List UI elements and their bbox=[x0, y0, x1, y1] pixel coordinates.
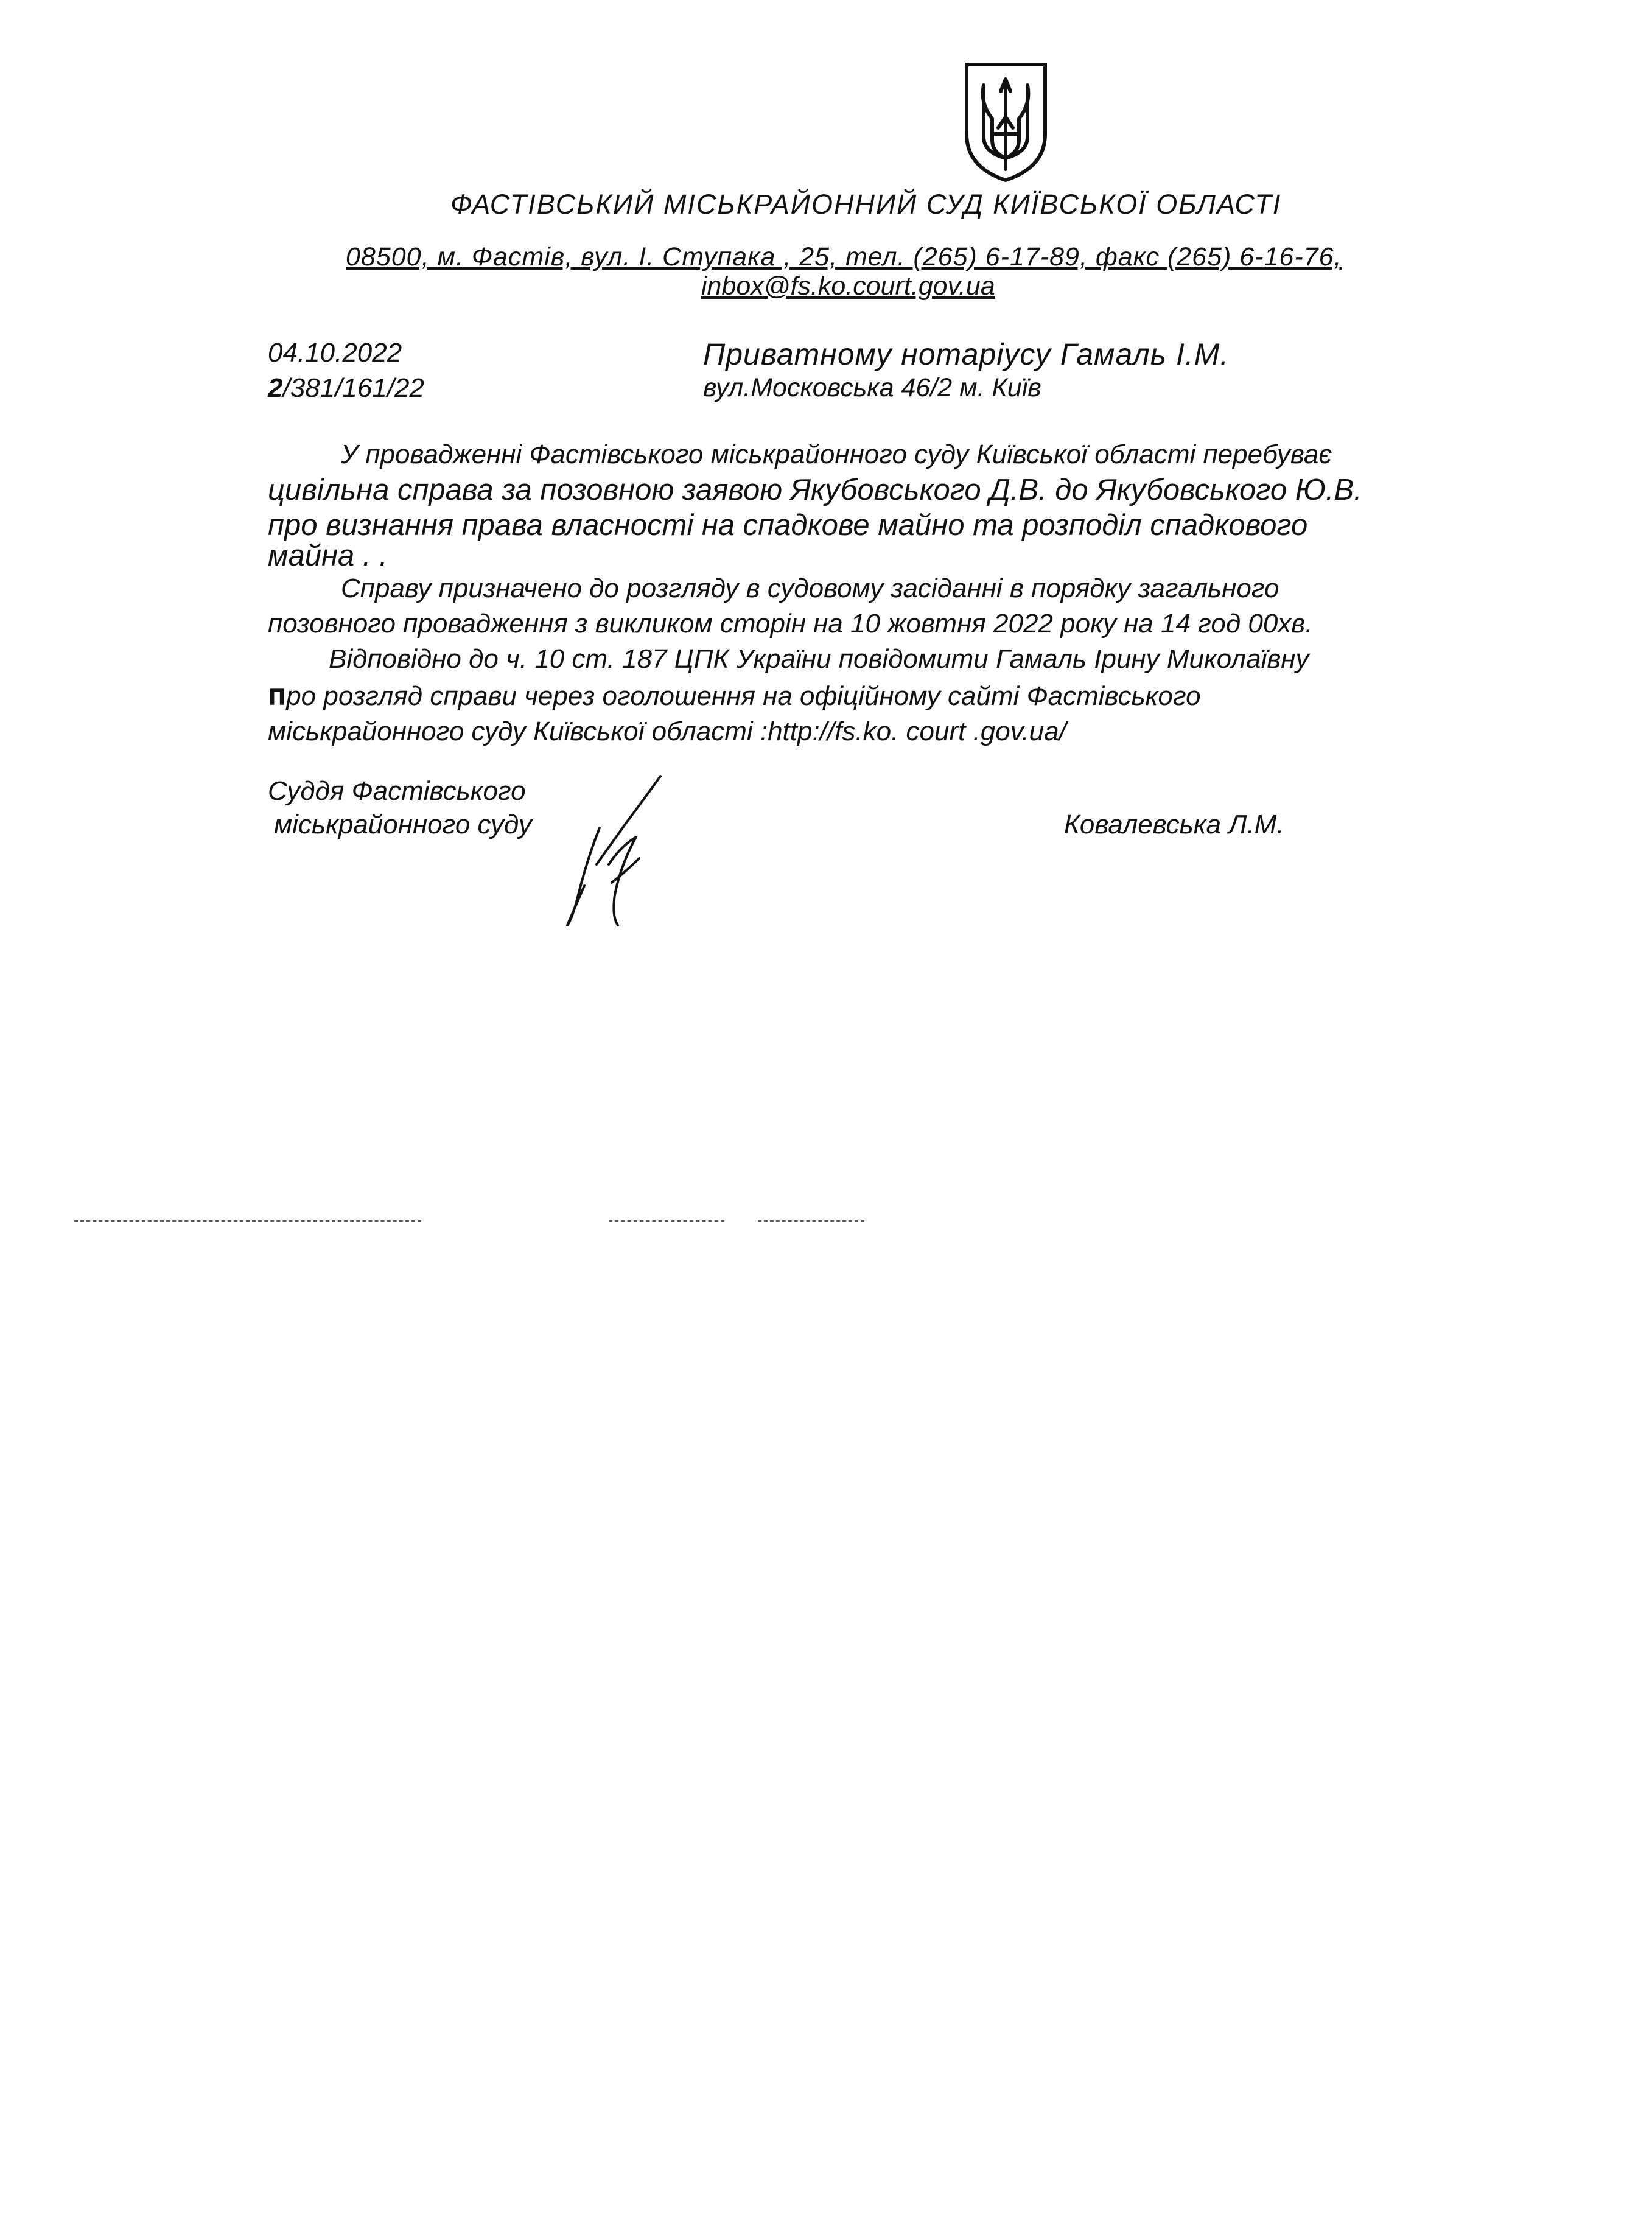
body-line-3: про визнання права власності на спадкове майно та розподіл спадкового bbox=[268, 509, 1308, 542]
outgoing-number-prefix: 2 bbox=[268, 373, 283, 403]
trident-coat-of-arms-icon bbox=[962, 61, 1050, 183]
judge-title-line-2: міськрайонного суду bbox=[274, 810, 532, 839]
body-line-8-rest: ро розгляд справи через оголошення на офіційному сайті Фастівського bbox=[286, 681, 1201, 711]
scan-artifact-line bbox=[74, 1220, 421, 1222]
recipient-name: Приватному нотаріусу Гамаль І.М. bbox=[703, 337, 1230, 371]
judge-title-line-1: Суддя Фастівського bbox=[268, 776, 526, 806]
letter-body bbox=[268, 437, 1464, 749]
scan-artifact-line bbox=[758, 1220, 864, 1222]
body-line-7: Відповідно до ч. 10 ст. 187 ЦПК України повідомити Гамаль Ірину Миколаївну bbox=[329, 644, 1309, 674]
recipient-address: вул.Московська 46/2 м. Київ bbox=[703, 373, 1041, 402]
body-line-5: Справу призначено до розгляду в судовому засіданні в порядку загального bbox=[341, 573, 1279, 603]
body-line-8-bold: п bbox=[268, 678, 287, 712]
judge-name: Ковалевська Л.М. bbox=[1064, 810, 1284, 839]
court-email: inbox@fs.ko.court.gov.ua bbox=[701, 271, 995, 301]
letter-date: 04.10.2022 bbox=[268, 338, 402, 368]
court-name-heading: ФАСТІВСЬКИЙ МІСЬКРАЙОННИЙ СУД КИЇВСЬКОЇ ОБЛАСТІ bbox=[450, 189, 1282, 220]
body-line-1: У провадженні Фастівського міськрайонного суду Київської області перебуває bbox=[341, 439, 1332, 469]
body-line-4: майна . . bbox=[268, 539, 388, 572]
body-line-9: міськрайонного суду Київської області :http://fs.ko. court .gov.ua/ bbox=[268, 716, 1066, 746]
handwritten-signature-icon bbox=[554, 773, 676, 931]
body-line-8 bbox=[268, 677, 1464, 714]
scan-artifact-line bbox=[609, 1220, 724, 1222]
outgoing-number-rest: /381/161/22 bbox=[282, 373, 424, 403]
outgoing-number bbox=[268, 373, 424, 404]
court-address-line: 08500, м. Фастів, вул. І. Ступака , 25, тел. (265) 6-17-89, факс (265) 6-16-76, bbox=[346, 242, 1342, 271]
body-line-6: позовного провадження з викликом сторін на 10 жовтня 2022 року на 14 год 00хв. bbox=[268, 609, 1313, 639]
body-line-2: цивільна справа за позовною заявою Якубовського Д.В. до Якубовського Ю.В. bbox=[268, 474, 1362, 506]
